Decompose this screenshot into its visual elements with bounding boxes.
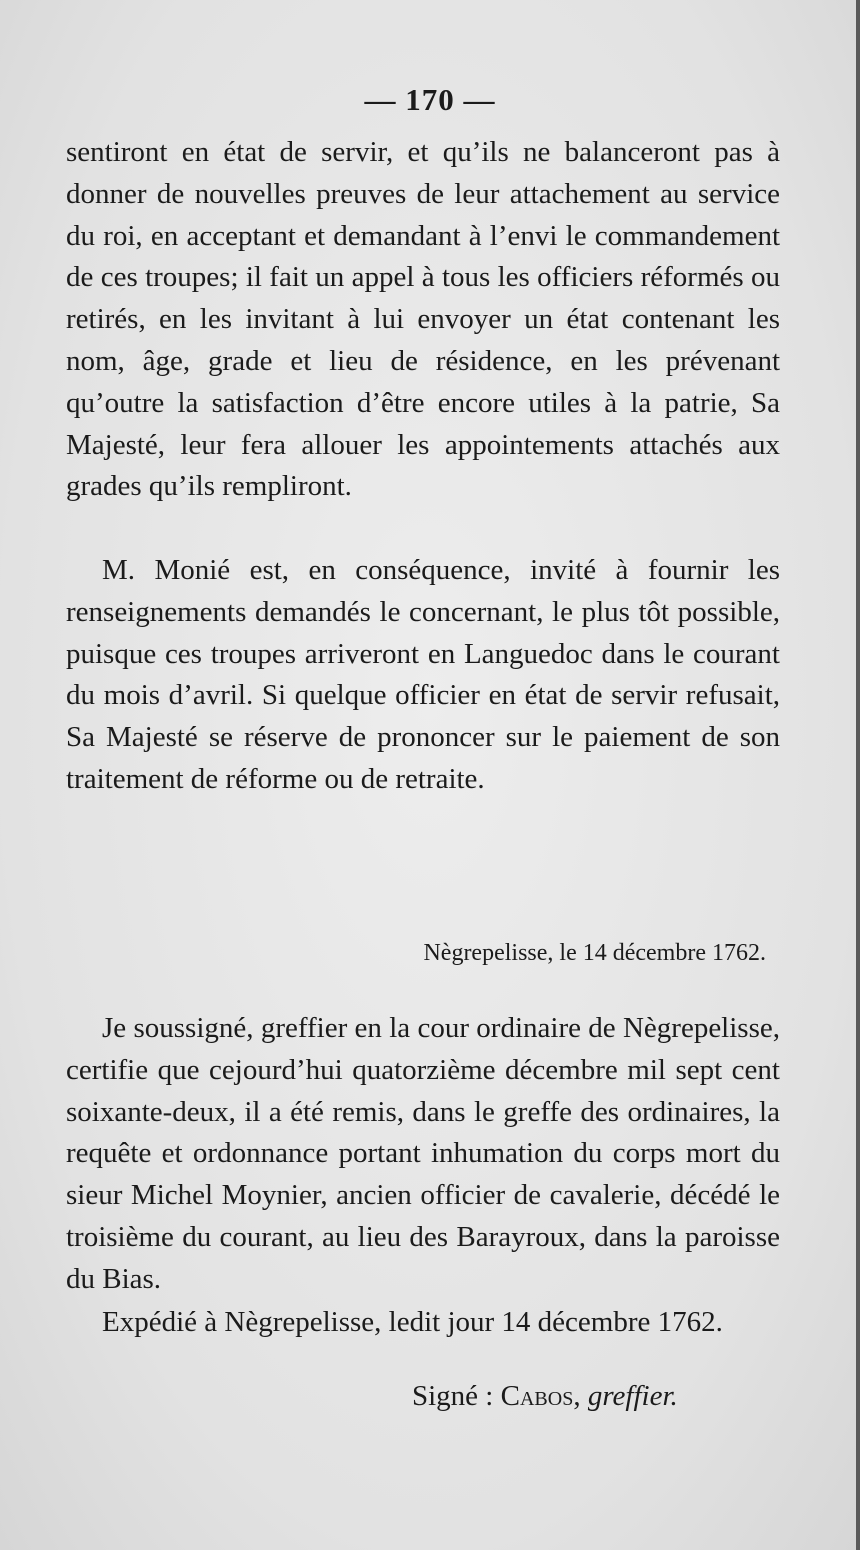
signature-prefix: Signé : bbox=[412, 1380, 501, 1412]
paragraph-4: Expédié à Nègrepelisse, ledit jour 14 décembre 1762. bbox=[102, 1306, 723, 1338]
page-number: — 170 — bbox=[364, 82, 496, 117]
page-edge-shadow bbox=[856, 0, 860, 1550]
paragraph-2: M. Monié est, en conséquence, invité à fournir les renseignements demandés le concernant, le plus tôt possible, puisque ces troupes arriveront en Languedoc dans le courant du mois d’avril. Si quelque officier en état de servir refusait, Sa Majesté se réserve de prononcer sur le paiement de son traitement de réforme ou de retraite. bbox=[66, 554, 780, 795]
signature-separator: , bbox=[573, 1380, 588, 1412]
paragraph-1: sentiront en état de servir, et qu’ils ne balanceront pas à donner de nouvelles preuves de leur attachement au service du roi, en acceptant et demandant à l’envi le commandement de ces troupes; il fait un appel à tous les officiers réformés ou retirés, en les invitant à lui envoyer un état contenant les nom, âge, grade et lieu de résidence, en les prévenant qu’outre la satisfaction d’être encore utiles à la patrie, Sa Majesté, leur fera allouer les appointements attachés aux grades qu’ils rempliront. bbox=[66, 136, 780, 503]
paragraph-3: Je soussigné, greffier en la cour ordinaire de Nègrepelisse, certifie que cejourd’hui quatorzième décembre mil sept cent soixante-deux, il a été remis, dans le greffe des ordinaires, la requête et ordonnance portant inhumation du corps mort du sieur Michel Moynier, ancien officier de cavalerie, décédé le troisième du courant, au lieu des Barayroux, dans la paroisse du Bias. bbox=[66, 1012, 780, 1295]
signature-title: greffier. bbox=[587, 1380, 678, 1412]
signature-line bbox=[412, 1380, 678, 1413]
signature-name: Cabos bbox=[500, 1380, 574, 1412]
dateline: Nègrepelisse, le 14 décembre 1762. bbox=[423, 940, 766, 966]
